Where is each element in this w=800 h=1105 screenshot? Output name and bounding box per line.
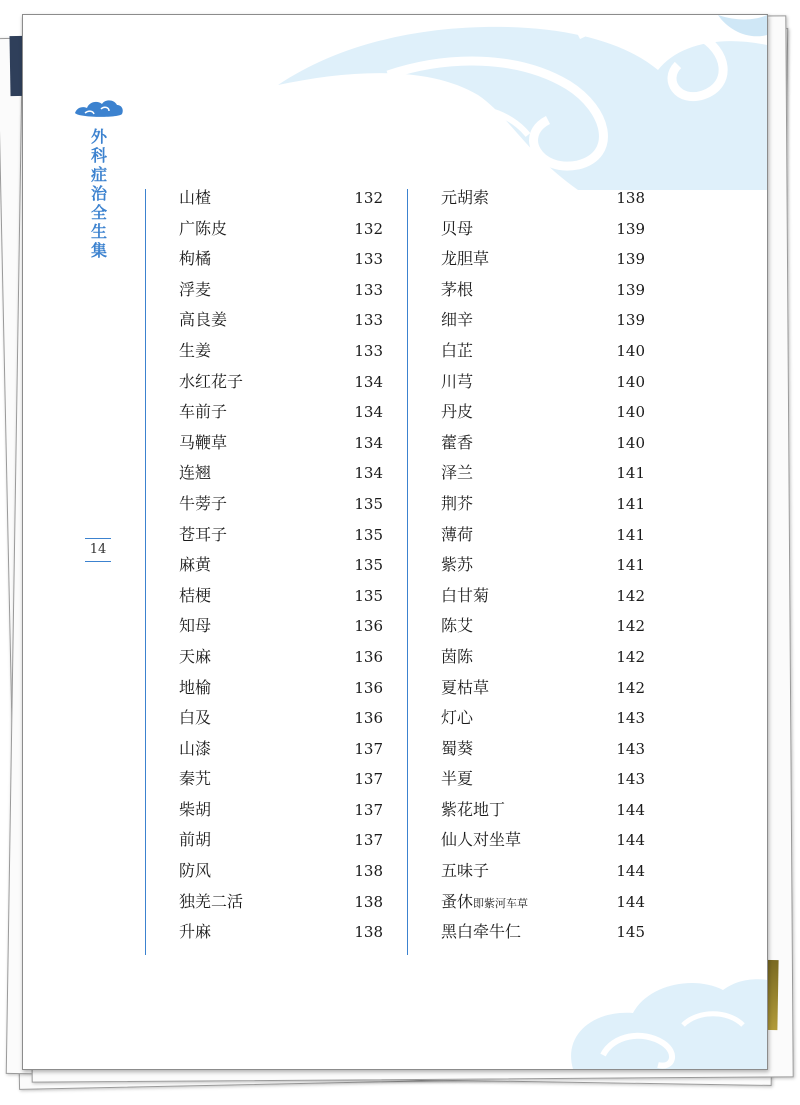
column-divider bbox=[407, 189, 408, 955]
toc-entry-name bbox=[441, 856, 489, 887]
toc-entry-title: 连翘 bbox=[179, 463, 212, 483]
toc-entry-page-number: 145 bbox=[616, 923, 645, 942]
toc-entry-page-number: 140 bbox=[616, 372, 645, 391]
toc-entry-name bbox=[179, 214, 227, 245]
toc-entry[interactable] bbox=[441, 336, 645, 367]
toc-entry[interactable] bbox=[441, 734, 645, 765]
toc-entry-title: 蜀葵 bbox=[441, 738, 474, 758]
toc-entry[interactable] bbox=[441, 611, 645, 642]
toc-entry-page-number: 137 bbox=[354, 770, 383, 789]
toc-entry[interactable] bbox=[179, 673, 383, 704]
toc-entry-name bbox=[179, 581, 211, 612]
toc-entry-title: 柴胡 bbox=[179, 799, 212, 819]
toc-entry-title: 天麻 bbox=[179, 646, 212, 666]
toc-entry[interactable] bbox=[179, 458, 383, 489]
toc-entry-page-number: 136 bbox=[354, 617, 383, 636]
toc-entry[interactable] bbox=[441, 367, 645, 398]
toc-entry-page-number: 136 bbox=[354, 678, 383, 697]
toc-entry-name bbox=[441, 520, 473, 551]
book-title-char: 全 bbox=[90, 203, 107, 222]
toc-entry-page-number: 132 bbox=[354, 219, 383, 238]
toc-entry-name bbox=[179, 489, 227, 520]
toc-entry-page-number: 135 bbox=[354, 586, 383, 605]
toc-entry-title: 水红花子 bbox=[179, 371, 244, 391]
toc-entry-page-number: 138 bbox=[354, 923, 383, 942]
toc-entry-title: 山漆 bbox=[179, 738, 212, 758]
toc-entry-page-number: 139 bbox=[616, 280, 645, 299]
toc-entry-page-number: 142 bbox=[616, 586, 645, 605]
toc-entry-page-number: 142 bbox=[616, 647, 645, 666]
toc-entry-title: 山楂 bbox=[179, 188, 212, 207]
toc-entry[interactable] bbox=[179, 397, 383, 428]
toc-entry[interactable] bbox=[441, 183, 645, 214]
toc-entry-title: 车前子 bbox=[179, 402, 228, 422]
toc-entry-page-number: 140 bbox=[616, 433, 645, 452]
toc-entry-title: 五味子 bbox=[441, 861, 490, 881]
toc-entry-name bbox=[179, 458, 211, 489]
toc-entry-name bbox=[179, 795, 211, 826]
toc-entry[interactable] bbox=[441, 550, 645, 581]
cloud-decoration-bottom bbox=[563, 965, 767, 1069]
toc-entry-name bbox=[441, 673, 489, 704]
toc-entry-title: 升麻 bbox=[179, 922, 212, 942]
toc-entry-title: 桔梗 bbox=[179, 585, 212, 605]
toc-entry-title: 元胡索 bbox=[441, 188, 490, 207]
toc-entry[interactable] bbox=[441, 458, 645, 489]
toc-entry-title: 生姜 bbox=[179, 340, 212, 360]
toc-entry-name bbox=[441, 336, 473, 367]
toc-entry-page-number: 143 bbox=[616, 739, 645, 758]
toc-entry[interactable] bbox=[441, 703, 645, 734]
toc-entry-name bbox=[441, 581, 489, 612]
toc-entry-page-number: 133 bbox=[354, 280, 383, 299]
toc-entry-name bbox=[179, 856, 211, 887]
toc-entry-page-number: 141 bbox=[616, 525, 645, 544]
toc-entry-name bbox=[179, 244, 211, 275]
toc-entry-title: 苍耳子 bbox=[179, 524, 228, 544]
toc-entry-page-number: 134 bbox=[354, 372, 383, 391]
toc-entry-page-number: 133 bbox=[354, 341, 383, 360]
toc-entry[interactable] bbox=[179, 917, 383, 948]
toc-entry-name bbox=[441, 795, 505, 826]
toc-entry[interactable] bbox=[179, 367, 383, 398]
book-title-char: 科 bbox=[90, 146, 107, 165]
toc-entry[interactable] bbox=[179, 825, 383, 856]
toc-entry[interactable] bbox=[179, 520, 383, 551]
toc-entry-title: 紫花地丁 bbox=[441, 799, 506, 819]
toc-entry[interactable] bbox=[441, 642, 645, 673]
toc-entry-page-number: 141 bbox=[616, 556, 645, 575]
column-divider bbox=[145, 189, 146, 955]
toc-entry-page-number: 141 bbox=[616, 494, 645, 513]
toc-entry-name bbox=[441, 367, 473, 398]
toc-entry-title: 广陈皮 bbox=[179, 218, 228, 238]
toc-entry-title: 地榆 bbox=[179, 677, 212, 697]
toc-entry[interactable] bbox=[179, 550, 383, 581]
toc-entry-title: 贝母 bbox=[441, 218, 474, 238]
toc-entry-name bbox=[441, 917, 521, 948]
book-title bbox=[81, 127, 117, 260]
toc-column-left bbox=[179, 183, 383, 948]
toc-entry[interactable] bbox=[179, 275, 383, 306]
toc-entry-name bbox=[179, 611, 211, 642]
toc-entry-title: 泽兰 bbox=[441, 463, 474, 483]
toc-entry-title: 浮麦 bbox=[179, 279, 212, 299]
toc-entry[interactable] bbox=[441, 917, 645, 948]
toc-entry-title: 黑白牵牛仁 bbox=[441, 922, 522, 942]
toc-entry-name bbox=[441, 825, 521, 856]
toc-entry-page-number: 137 bbox=[354, 739, 383, 758]
toc-entry-page-number: 133 bbox=[354, 250, 383, 269]
toc-entry[interactable] bbox=[441, 795, 645, 826]
toc-entry-page-number: 133 bbox=[354, 311, 383, 330]
toc-entry[interactable] bbox=[179, 305, 383, 336]
toc-entry[interactable] bbox=[179, 887, 383, 918]
toc-entry-name bbox=[441, 458, 473, 489]
toc-entry-title: 茵陈 bbox=[441, 646, 474, 666]
toc-entry-name bbox=[441, 305, 473, 336]
toc-entry[interactable] bbox=[441, 397, 645, 428]
toc-entry[interactable] bbox=[179, 642, 383, 673]
toc-entry-page-number: 135 bbox=[354, 525, 383, 544]
toc-entry-name bbox=[441, 489, 473, 520]
toc-entry-title: 川芎 bbox=[441, 371, 474, 391]
document-page bbox=[22, 14, 768, 1070]
toc-entry-name bbox=[179, 917, 211, 948]
toc-entry-page-number: 144 bbox=[616, 892, 645, 911]
toc-entry[interactable] bbox=[179, 183, 383, 214]
toc-entry-name bbox=[179, 275, 211, 306]
toc-entry-title: 荆芥 bbox=[441, 493, 474, 513]
toc-entry-name bbox=[179, 397, 227, 428]
toc-entry-title: 紫苏 bbox=[441, 555, 474, 575]
toc-entry-title: 防风 bbox=[179, 861, 212, 881]
toc-entry-page-number: 136 bbox=[354, 709, 383, 728]
toc-entry[interactable] bbox=[441, 764, 645, 795]
toc-entry[interactable] bbox=[441, 428, 645, 459]
toc-entry-title: 丹皮 bbox=[441, 402, 474, 422]
toc-entry-name bbox=[179, 520, 227, 551]
toc-entry[interactable] bbox=[179, 611, 383, 642]
toc-entry[interactable] bbox=[441, 489, 645, 520]
toc-entry-name bbox=[441, 642, 473, 673]
toc-entry-title: 牛蒡子 bbox=[179, 493, 228, 513]
toc-entry-name bbox=[179, 887, 243, 918]
toc-entry-name bbox=[441, 183, 489, 214]
toc-entry-name bbox=[179, 764, 211, 795]
toc-entry[interactable] bbox=[179, 795, 383, 826]
toc-entry-name bbox=[179, 183, 211, 214]
toc-entry[interactable] bbox=[179, 856, 383, 887]
book-title-char: 生 bbox=[90, 222, 107, 241]
toc-entry-title: 薄荷 bbox=[441, 524, 474, 544]
toc-entry-title: 白甘菊 bbox=[441, 585, 490, 605]
page-number: 14 bbox=[85, 538, 111, 562]
toc-entry-title: 麻黄 bbox=[179, 555, 212, 575]
toc-entry-name bbox=[441, 887, 528, 920]
toc-entry-name bbox=[179, 703, 211, 734]
book-title-char: 集 bbox=[90, 241, 107, 260]
toc-entry-name bbox=[441, 611, 473, 642]
toc-entry-page-number: 137 bbox=[354, 800, 383, 819]
toc-entry-page-number: 140 bbox=[616, 403, 645, 422]
toc-entry-title: 藿香 bbox=[441, 432, 474, 452]
toc-entry-page-number: 137 bbox=[354, 831, 383, 850]
toc-entry[interactable] bbox=[179, 734, 383, 765]
toc-entry[interactable] bbox=[179, 214, 383, 245]
toc-entry[interactable] bbox=[179, 703, 383, 734]
book-title-char: 外 bbox=[90, 127, 107, 146]
toc-entry[interactable] bbox=[441, 887, 645, 918]
toc-entry-title: 细辛 bbox=[441, 310, 474, 330]
toc-entry-page-number: 139 bbox=[616, 250, 645, 269]
toc-entry-page-number: 134 bbox=[354, 433, 383, 452]
toc-entry[interactable] bbox=[179, 489, 383, 520]
toc-entry-page-number: 132 bbox=[354, 189, 383, 207]
toc-entry-title: 茅根 bbox=[441, 279, 474, 299]
toc-entry-name bbox=[441, 428, 473, 459]
toc-entry-page-number: 139 bbox=[616, 311, 645, 330]
toc-entry[interactable] bbox=[179, 764, 383, 795]
toc-entry-page-number: 140 bbox=[616, 341, 645, 360]
toc-entry-title: 白及 bbox=[179, 708, 212, 728]
toc-entry[interactable] bbox=[441, 581, 645, 612]
toc-entry-title: 独羌二活 bbox=[179, 891, 244, 911]
toc-entry-title: 蚤休 bbox=[441, 891, 474, 911]
cloud-logo-icon bbox=[73, 97, 125, 119]
toc-entry-name bbox=[179, 367, 243, 398]
toc-entry-name bbox=[441, 397, 473, 428]
toc-entry[interactable] bbox=[179, 428, 383, 459]
toc-entry[interactable] bbox=[441, 305, 645, 336]
toc-entry-page-number: 135 bbox=[354, 494, 383, 513]
toc-entry-page-number: 143 bbox=[616, 709, 645, 728]
toc-entry[interactable] bbox=[441, 825, 645, 856]
toc-entry-title: 仙人对坐草 bbox=[441, 830, 522, 850]
toc-entry-page-number: 138 bbox=[616, 189, 645, 207]
toc-entry-page-number: 138 bbox=[354, 862, 383, 881]
toc-entry-name bbox=[179, 734, 211, 765]
toc-entry[interactable] bbox=[441, 275, 645, 306]
toc-entry-name bbox=[441, 764, 473, 795]
toc-entry-title: 前胡 bbox=[179, 830, 212, 850]
toc-entry-name bbox=[179, 336, 211, 367]
toc-entry-name bbox=[179, 673, 211, 704]
toc-entry[interactable] bbox=[441, 673, 645, 704]
toc-entry-title: 高良姜 bbox=[179, 310, 228, 330]
toc-entry-title: 枸橘 bbox=[179, 249, 212, 269]
toc-entry-page-number: 139 bbox=[616, 219, 645, 238]
toc-entry-name bbox=[441, 214, 473, 245]
toc-entry-name bbox=[441, 550, 473, 581]
toc-entry-page-number: 136 bbox=[354, 647, 383, 666]
toc-entry[interactable] bbox=[179, 244, 383, 275]
toc-entry-title: 龙胆草 bbox=[441, 249, 490, 269]
toc-entry-page-number: 142 bbox=[616, 678, 645, 697]
toc-entry-name bbox=[179, 428, 227, 459]
toc-entry-title: 马鞭草 bbox=[179, 432, 228, 452]
cloud-decoration-top bbox=[278, 15, 767, 190]
toc-entry-title: 秦艽 bbox=[179, 769, 212, 789]
toc-entry[interactable] bbox=[441, 856, 645, 887]
toc-entry-name bbox=[179, 642, 211, 673]
toc-entry-page-number: 144 bbox=[616, 800, 645, 819]
toc-entry-name bbox=[441, 244, 489, 275]
toc-entry-title: 夏枯草 bbox=[441, 677, 490, 697]
toc-entry-title: 知母 bbox=[179, 616, 212, 636]
toc-entry-page-number: 138 bbox=[354, 892, 383, 911]
toc-entry[interactable] bbox=[441, 214, 645, 245]
book-title-char: 治 bbox=[90, 184, 107, 203]
toc-entry[interactable] bbox=[441, 244, 645, 275]
toc-entry-title: 半夏 bbox=[441, 769, 474, 789]
toc-entry[interactable] bbox=[179, 581, 383, 612]
toc-entry-page-number: 134 bbox=[354, 403, 383, 422]
toc-entry-title: 陈艾 bbox=[441, 616, 474, 636]
toc-entry-name bbox=[179, 550, 211, 581]
toc-column-right bbox=[441, 183, 645, 948]
toc-entry-name bbox=[441, 734, 473, 765]
book-title-char: 症 bbox=[90, 165, 107, 184]
toc-entry-name bbox=[179, 825, 211, 856]
toc-entry-title: 灯心 bbox=[441, 708, 474, 728]
toc-entry-page-number: 142 bbox=[616, 617, 645, 636]
toc-entry-name bbox=[441, 275, 473, 306]
toc-entry-page-number: 134 bbox=[354, 464, 383, 483]
toc-entry-page-number: 143 bbox=[616, 770, 645, 789]
toc-entry-name bbox=[441, 703, 473, 734]
toc-entry-page-number: 144 bbox=[616, 862, 645, 881]
toc-entry[interactable] bbox=[179, 336, 383, 367]
toc-entry-note: 即紫河车草 bbox=[473, 896, 529, 910]
toc-entry-page-number: 135 bbox=[354, 556, 383, 575]
toc-entry[interactable] bbox=[441, 520, 645, 551]
toc-entry-page-number: 144 bbox=[616, 831, 645, 850]
toc-entry-page-number: 141 bbox=[616, 464, 645, 483]
toc-entry-name bbox=[179, 305, 227, 336]
toc-entry-title: 白芷 bbox=[441, 340, 474, 360]
